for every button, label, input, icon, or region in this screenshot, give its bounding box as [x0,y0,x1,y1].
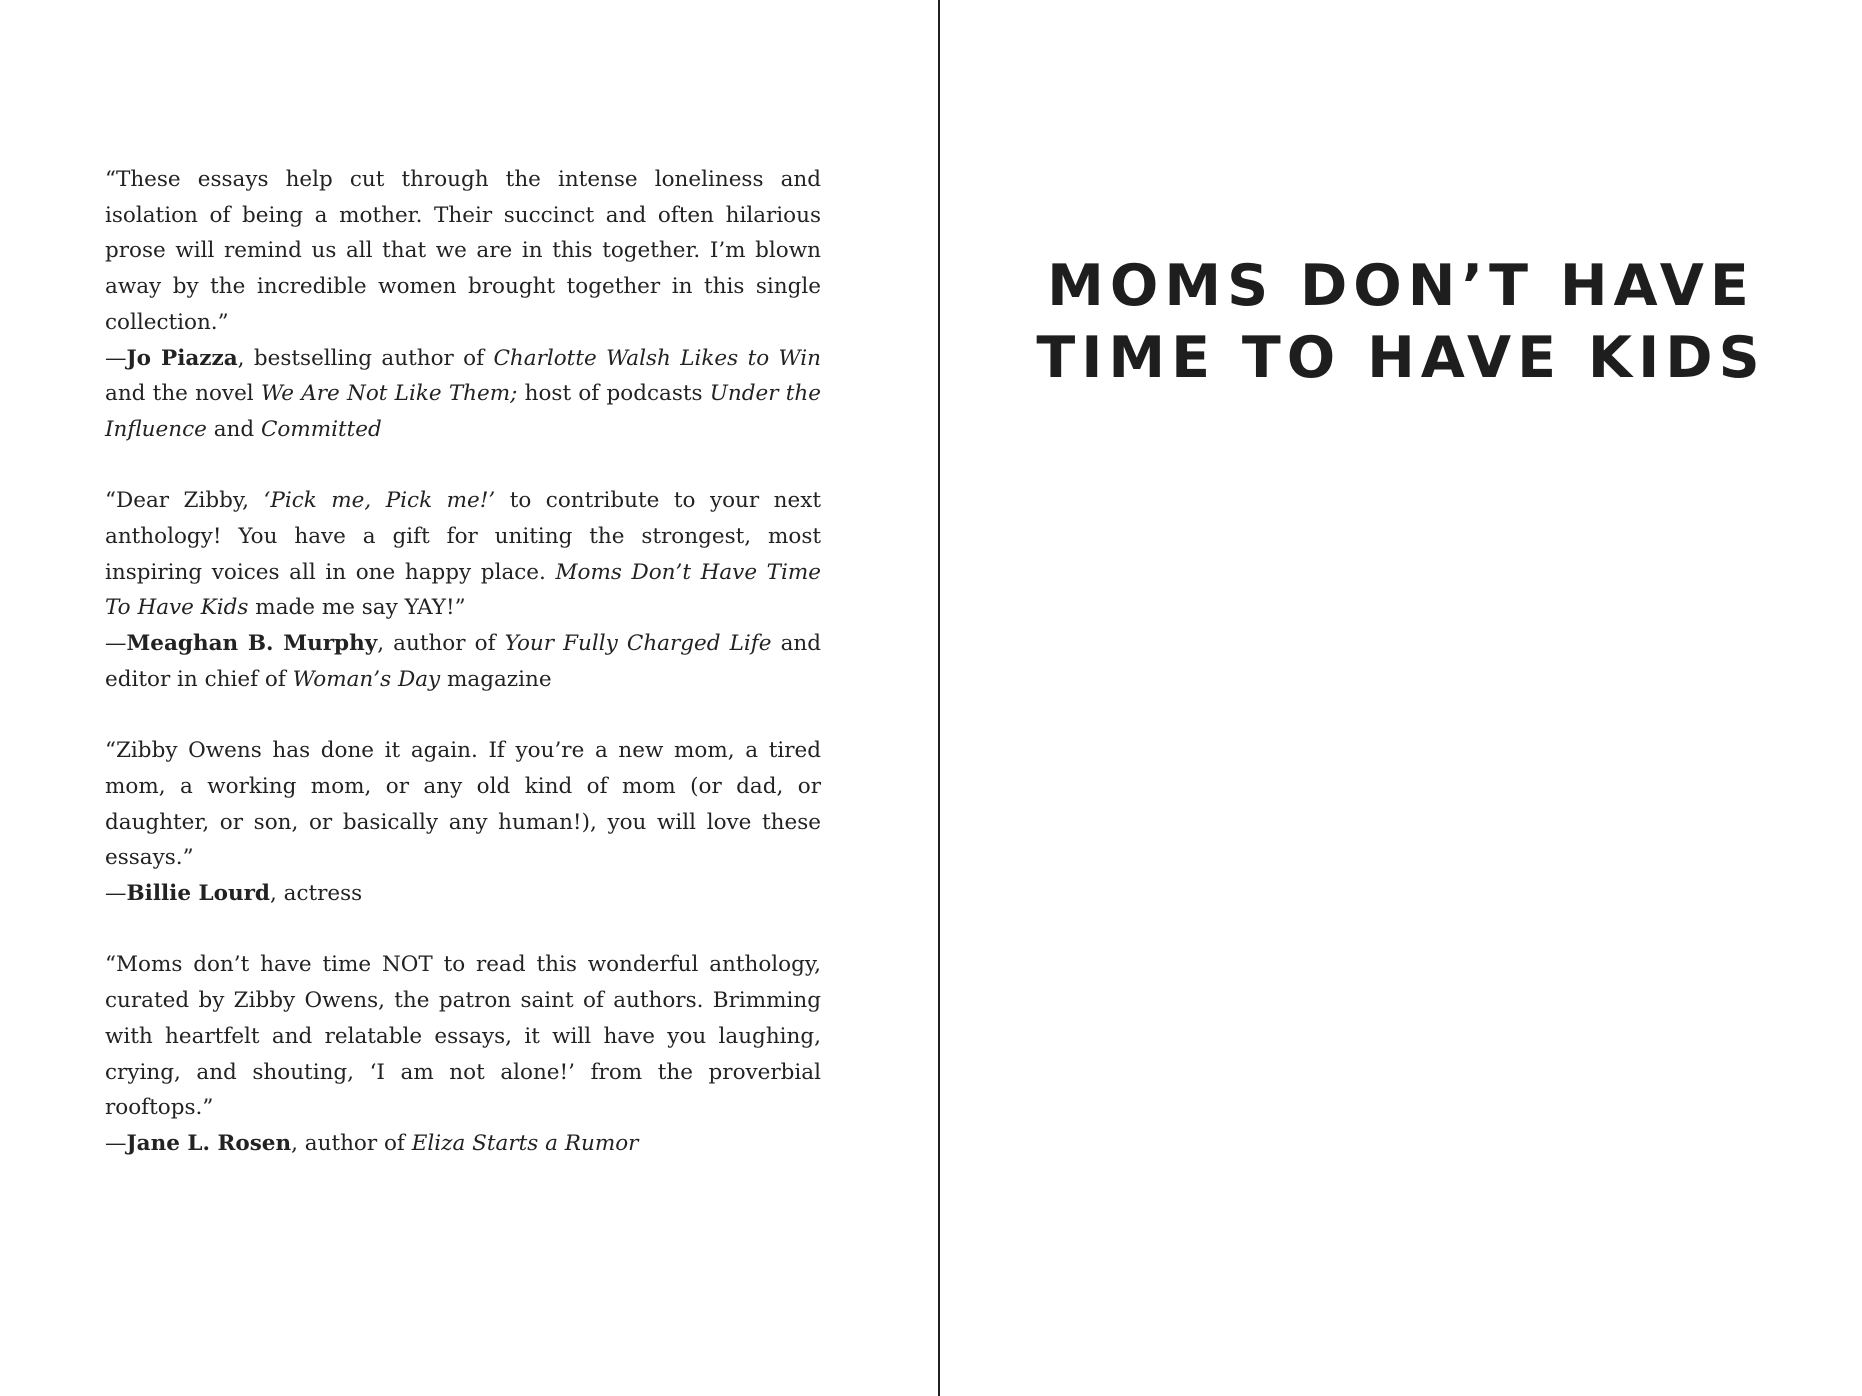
attribution-text: magazine [440,666,552,692]
attribution-text: , bestselling author of [237,345,494,371]
blurb-quote [105,483,821,626]
quote-text: “These essays help cut through the intense loneliness and isolation of being a mother. Their succinct and often hilarious prose will remind us all that we are in this together. I’m blown away by the incredible women brought together in this single collection.” [105,167,821,335]
work-title: Your Fully Charged Life [504,631,772,657]
attribution-text: and the novel [105,381,261,407]
quote-text: to contribute to your next anthology! You have a gift for uniting the strongest, most inspiring voices all in one happy place. [105,488,821,585]
work-title: We Are Not Like Them; [260,381,518,407]
attribution-text: , actress [269,881,363,907]
work-title: Under the Influence [105,381,821,442]
quote-text: “Dear Zibby, [105,488,264,514]
blurb-quote [105,733,821,876]
endorser-name: Jo Piazza [126,345,238,371]
quote-italic-text: ‘Pick me, Pick me!’ [263,488,496,514]
blurb-quote [105,947,821,1126]
blurb [105,162,821,448]
endorser-name: Jane L. Rosen [126,1130,292,1156]
praise-blurbs [105,162,821,1197]
work-title: Woman’s Day [292,666,441,692]
blurb [105,947,821,1161]
blurb [105,733,821,912]
attribution-text: — [105,881,127,907]
book-title-line-2: TIME TO HAVE KIDS [1036,325,1766,391]
quote-text: made me say YAY!” [248,595,466,621]
attribution-text: and [206,416,261,442]
blurb-attribution [105,341,821,448]
attribution-text: — [105,345,127,371]
attribution-text: host of podcasts [517,381,710,407]
attribution-text: , author of [291,1130,412,1156]
attribution-text: — [105,1130,127,1156]
work-title: Eliza Starts a Rumor [411,1130,639,1156]
attribution-text: — [105,631,127,657]
attribution-text: and editor in chief of [105,631,821,692]
endorser-name: Meaghan B. Murphy [126,631,378,657]
blurb-quote [105,162,821,341]
blurb-attribution [105,876,821,912]
book-title [940,250,1862,394]
book-title-line-1: MOMS DON’T HAVE [1047,253,1755,319]
attribution-text: , author of [377,631,505,657]
quote-text: “Zibby Owens has done it again. If you’re a new mom, a tired mom, a working mom, or any old kind of mom (or dad, or daughter, or son, or basically any human!), you will love these essays.” [105,738,821,871]
work-title: Charlotte Walsh Likes to Win [493,345,821,371]
quote-text: “Moms don’t have time NOT to read this wonderful anthology, curated by Zibby Owens, the patron saint of authors. Brimming with heartfelt and relatable essays, it will have you laughing, crying, and shouting, ‘I am not alone!’ from the proverbial rooftops.” [105,952,821,1121]
blurb-attribution [105,626,821,697]
quote-italic-text: Moms Don’t Have Time To Have Kids [105,559,821,621]
blurb-attribution [105,1126,821,1162]
work-title: Committed [260,416,382,442]
right-page [940,0,1862,1396]
blurb [105,483,821,697]
endorser-name: Billie Lourd [126,881,270,907]
